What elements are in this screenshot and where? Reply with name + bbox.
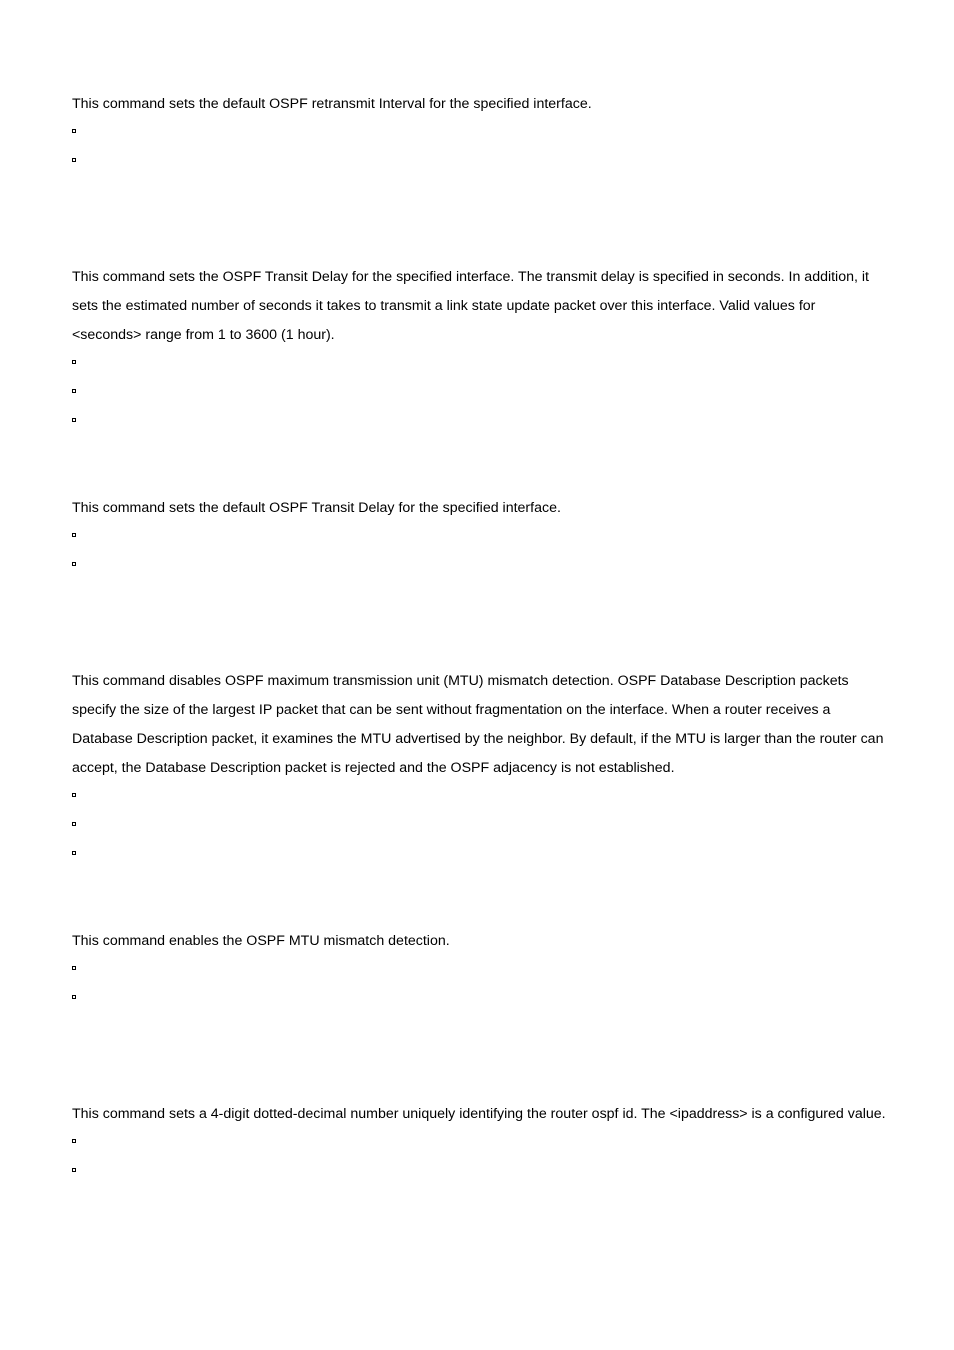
bullet-item (72, 812, 887, 841)
bullet-item (72, 148, 887, 177)
bullet-item (72, 552, 887, 581)
square-bullet-icon (72, 562, 76, 566)
bullet-item (72, 119, 887, 148)
bullet-item (72, 379, 887, 408)
square-bullet-icon (72, 418, 76, 422)
section-description: This command enables the OSPF MTU mismatch detection. (72, 933, 450, 949)
section-description: This command sets the default OSPF retransmit Interval for the specified interface. (72, 96, 592, 112)
section-transmit-delay-default (72, 494, 887, 581)
square-bullet-icon (72, 1139, 76, 1143)
square-bullet-icon (72, 158, 76, 162)
section-description: This command sets a 4-digit dotted-decimal number uniquely identifying the router ospf id. The <ipaddress> is a configured value. (72, 1106, 886, 1122)
square-bullet-icon (72, 995, 76, 999)
square-bullet-icon (72, 129, 76, 133)
section-retransmit-interval-default (72, 90, 887, 177)
square-bullet-icon (72, 966, 76, 970)
square-bullet-icon (72, 360, 76, 364)
section-mtu-ignore (72, 667, 887, 870)
section-description: This command sets the OSPF Transit Delay for the specified interface. The transmit delay is specified in seconds. In addition, it sets the estimated number of seconds it takes to transmit a link state update packet over this interface. Valid values for <seconds> range from 1 to 3600 (1 hour). (72, 269, 869, 343)
square-bullet-icon (72, 1168, 76, 1172)
square-bullet-icon (72, 851, 76, 855)
section-transmit-delay (72, 263, 887, 437)
section-router-id (72, 1100, 887, 1187)
square-bullet-icon (72, 533, 76, 537)
square-bullet-icon (72, 389, 76, 393)
bullet-item (72, 1158, 887, 1187)
section-description: This command sets the default OSPF Transit Delay for the specified interface. (72, 500, 561, 516)
bullet-item (72, 408, 887, 437)
bullet-item (72, 783, 887, 812)
square-bullet-icon (72, 793, 76, 797)
bullet-item (72, 985, 887, 1014)
bullet-item (72, 1129, 887, 1158)
section-description: This command disables OSPF maximum transmission unit (MTU) mismatch detection. OSPF Database Description packets specify the size of the largest IP packet that can be sent without fragmentation on the interface. When a router receives a Database Description packet, it examines the MTU advertised by the neighbor. By default, if the MTU is larger than the router can accept, the Database Description packet is rejected and the OSPF adjacency is not established. (72, 673, 884, 776)
bullet-item (72, 841, 887, 870)
bullet-item (72, 523, 887, 552)
bullet-item (72, 350, 887, 379)
bullet-item (72, 956, 887, 985)
section-mtu-detection-enable (72, 927, 887, 1014)
square-bullet-icon (72, 822, 76, 826)
